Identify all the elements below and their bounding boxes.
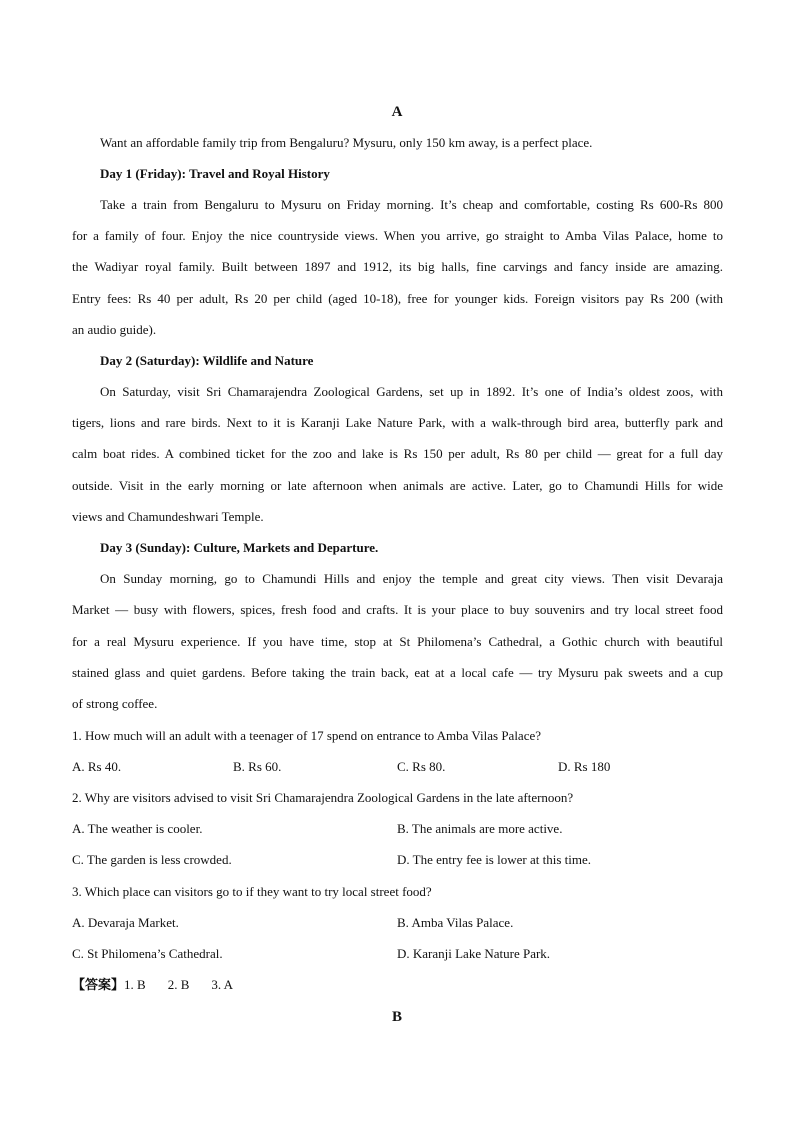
- day3-heading: Day 3 (Sunday): Culture, Markets and Departure.: [100, 540, 379, 555]
- answer-key: [72, 977, 233, 993]
- day2-heading: Day 2 (Saturday): Wildlife and Nature: [100, 353, 314, 368]
- q3-option-c: C. St Philomena’s Cathedral.: [72, 946, 223, 961]
- day3-line-2: Market — busy with flowers, spices, fresh food and crafts. It is your place to buy souvenirs and try local street food: [72, 602, 723, 617]
- day1-heading: Day 1 (Friday): Travel and Royal History: [100, 166, 330, 181]
- question-1: 1. How much will an adult with a teenager of 17 spend on entrance to Amba Vilas Palace?: [72, 728, 542, 743]
- question-3: 3. Which place can visitors go to if they want to try local street food?: [72, 884, 432, 899]
- answer-item-1: 1. B: [124, 977, 146, 992]
- answer-label: 【答案】: [72, 977, 125, 992]
- day1-line-2: for a family of four. Enjoy the nice countryside views. When you arrive, go straight to Amba Vilas Palace, home to: [72, 228, 723, 243]
- answer-item-3: 3. A: [211, 977, 234, 992]
- day3-line-3: for a real Mysuru experience. If you have time, stop at St Philomena’s Cathedral, a Gothic church with beautiful: [72, 634, 723, 649]
- answer-item-2: 2. B: [167, 977, 190, 992]
- section-a-title: A: [391, 104, 403, 120]
- day3-line-1: On Sunday morning, go to Chamundi Hills and enjoy the temple and great city views. Then visit Devaraja: [100, 571, 723, 586]
- day3-line-4: stained glass and quiet gardens. Before taking the train back, eat at a local cafe — try Mysuru pak sweets and a cup: [72, 665, 723, 680]
- day2-line-2: tigers, lions and rare birds. Next to it is Karanji Lake Nature Park, with a walk-through bird area, butterfly park and: [72, 415, 723, 430]
- q2-option-d: D. The entry fee is lower at this time.: [397, 852, 591, 867]
- intro-line: Want an affordable family trip from Bengaluru? Mysuru, only 150 km away, is a perfect place.: [100, 135, 593, 150]
- q3-option-b: B. Amba Vilas Palace.: [397, 915, 514, 930]
- day2-line-4: outside. Visit in the early morning or late afternoon when animals are active. Later, go to Chamundi Hills for wide: [72, 478, 723, 493]
- q1-option-c: C. Rs 80.: [397, 759, 446, 774]
- day2-line-1: On Saturday, visit Sri Chamarajendra Zoological Gardens, set up in 1892. It’s one of India’s oldest zoos, with: [100, 384, 723, 399]
- q3-option-d: D. Karanji Lake Nature Park.: [397, 946, 551, 961]
- q2-option-c: C. The garden is less crowded.: [72, 852, 232, 867]
- q2-option-b: B. The animals are more active.: [397, 821, 563, 836]
- day1-line-3: the Wadiyar royal family. Built between 1897 and 1912, its big halls, fine carvings and fancy inside are amazing.: [72, 259, 723, 274]
- day3-line-5: of strong coffee.: [72, 696, 158, 711]
- day2-line-3: calm boat rides. A combined ticket for the zoo and lake is Rs 150 per adult, Rs 80 per child — great for a full day: [72, 446, 723, 461]
- q1-option-a: A. Rs 40.: [72, 759, 122, 774]
- day1-line-5: an audio guide).: [72, 322, 157, 337]
- day1-line-1: Take a train from Bengaluru to Mysuru on Friday morning. It’s cheap and comfortable, costing Rs 600-Rs 800: [100, 197, 723, 212]
- section-b-title: B: [391, 1009, 402, 1025]
- day1-line-4: Entry fees: Rs 40 per adult, Rs 20 per child (aged 10-18), free for younger kids. Foreign visitors pay Rs 200 (with: [72, 291, 723, 306]
- q3-option-a: A. Devaraja Market.: [72, 915, 179, 930]
- question-2: 2. Why are visitors advised to visit Sri Chamarajendra Zoological Gardens in the late afternoon?: [72, 790, 574, 805]
- q1-option-d: D. Rs 180: [558, 759, 611, 774]
- q1-option-b: B. Rs 60.: [233, 759, 282, 774]
- day2-line-5: views and Chamundeshwari Temple.: [72, 509, 264, 524]
- q2-option-a: A. The weather is cooler.: [72, 821, 203, 836]
